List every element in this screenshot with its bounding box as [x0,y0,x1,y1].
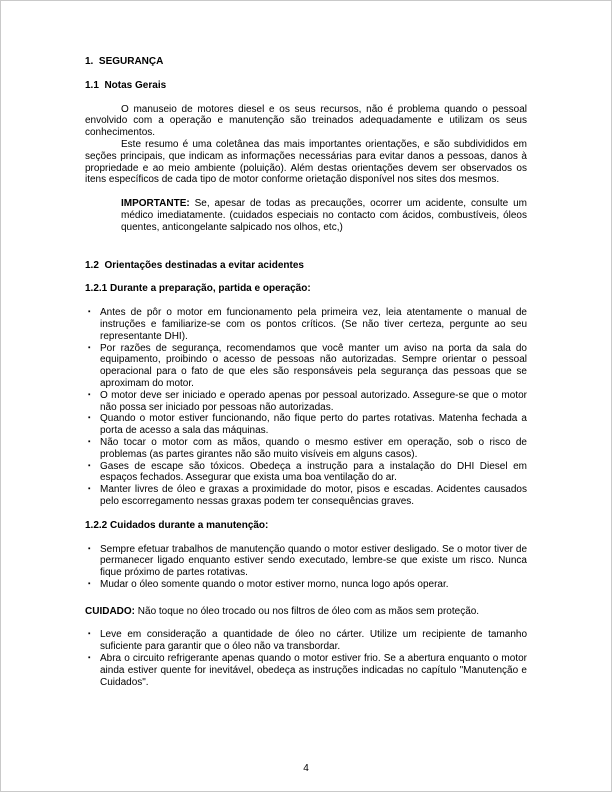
bullet-icon: ▪ [88,391,91,399]
list-item [88,307,527,342]
bullet-icon: ▪ [88,485,91,493]
paragraph-manuseio: O manuseio de motores diesel e os seus recursos, não é problema quando o pessoal envolvido com a operação e manutenção são treinados adequadamente e utilizam os seus conhecimentos. [85,103,527,139]
list-item [88,579,527,591]
bullet-icon: ▪ [88,414,91,422]
list-item [88,461,527,485]
list-item [88,653,527,688]
list-preparacao [85,307,527,508]
cuidado-label: CUIDADO: [85,605,135,617]
list-item-text: O motor deve ser iniciado e operado apenas por pessoal autorizado. Assegure-se que o motor não possa ser iniciado por pessoas não autorizadas. [100,389,527,413]
list-item-text: Mudar o óleo somente quando o motor estiver morno, nunca logo após operar. [100,578,449,590]
list-item [88,413,527,437]
paragraph-resumo: Este resumo é uma coletânea das mais importantes orientações, e são subdivididos em seções principais, que indicam as informações necessárias para evitar danos a pessoas, danos à propriedade e ao meio ambiente (poluição). Além destas orientações devem ser observados os itens específicos de cada tipo de motor conforme orietação disponível nos sites dos mesmos. [85,138,527,186]
bullet-icon: ▪ [88,462,91,470]
page-number: 4 [303,763,309,775]
importante-label: IMPORTANTE: [121,198,190,210]
list-item-text: Por razões de segurança, recomendamos que você manter um aviso na porta da sala do equipamento, proibindo o acesso de pessoas não autorizadas. Sempre orientar o pessoal operacional para o fato de que eles são responsáveis pela segurança das pessoas que se aproximam do motor. [100,342,527,389]
list-item [88,484,527,508]
list-item [88,390,527,414]
bullet-icon: ▪ [88,308,91,316]
importante-text: Se, apesar de todas as precauções, ocorrer um acidente, consulte um médico imediatamente. (cuidados especiais no contacto com ácidos, combustíveis, óleos quentes, anticongelante salpicado nos olhos, etc,) [121,198,527,233]
list-oleo [85,629,527,688]
list-item-text: Gases de escape são tóxicos. Obedeça a instrução para a instalação do DHI Diesel em espaços fechados. Assegurar que exista uma boa ventilação do ar. [100,460,527,484]
bullet-icon: ▪ [88,654,91,662]
bullet-icon: ▪ [88,545,91,552]
heading-preparacao: 1.2.1 Durante a preparação, partida e operação: [85,283,311,295]
cuidado-note [85,606,527,618]
list-item [88,343,527,390]
heading-orientacoes: 1.2 Orientações destinadas a evitar acidentes [85,259,304,271]
bullet-icon: ▪ [88,344,91,352]
list-item-text: Antes de pôr o motor em funcionamento pela primeira vez, leia atentamente o manual de instruções e familiarize-se com os pontos críticos. (Se não tiver certeza, pergunte ao seu representante DHI). [100,307,527,342]
heading-manutencao: 1.2.2 Cuidados durante a manutenção: [85,519,269,531]
importante-note [121,198,527,233]
list-item [88,544,527,579]
list-item-text: Leve em consideração a quantidade de óleo no cárter. Utilize um recipiente de tamanho suficiente para garantir que o óleo não va transbordar. [100,629,527,653]
list-item-text: Abra o circuito refrigerante apenas quando o motor estiver frio. Se a abertura enquanto o motor ainda estiver quente for inevitável, obedeça as instruções indicadas no capítulo "Manutenção e Cuidados". [100,653,527,688]
heading-notas-gerais: 1.1 Notas Gerais [85,79,167,91]
cuidado-text: Não toque no óleo trocado ou nos filtros de óleo com as mãos sem proteção. [137,605,480,617]
list-item-text: Não tocar o motor com as mãos, quando o mesmo estiver em operação, sob o risco de problemas (as partes girantes não são muito visíveis em alguns casos). [100,436,527,460]
bullet-icon: ▪ [88,580,91,588]
heading-seguranca: 1. SEGURANÇA [85,56,164,67]
list-item [88,629,527,653]
list-manutencao [85,544,527,591]
list-item-text: Manter livres de óleo e graxas a proximidade do motor, pisos e escadas. Acidentes causados pelo escorregamento nessas graxas podem ter consequências graves. [100,484,527,507]
bullet-icon: ▪ [88,438,91,446]
list-item-text: Quando o motor estiver funcionando, não fique perto do partes rotativas. Matenha fechada a porta de acesso a sala das máquinas. [100,413,527,437]
bullet-icon: ▪ [88,630,91,638]
list-item [88,437,527,461]
list-item-text: Sempre efetuar trabalhos de manutenção quando o motor estiver desligado. Se o motor tiver de permanecer ligado enquanto estiver sendo executado, lembre-se que existe um risco. Nunca fique próximo de partes rotativas. [100,543,527,579]
